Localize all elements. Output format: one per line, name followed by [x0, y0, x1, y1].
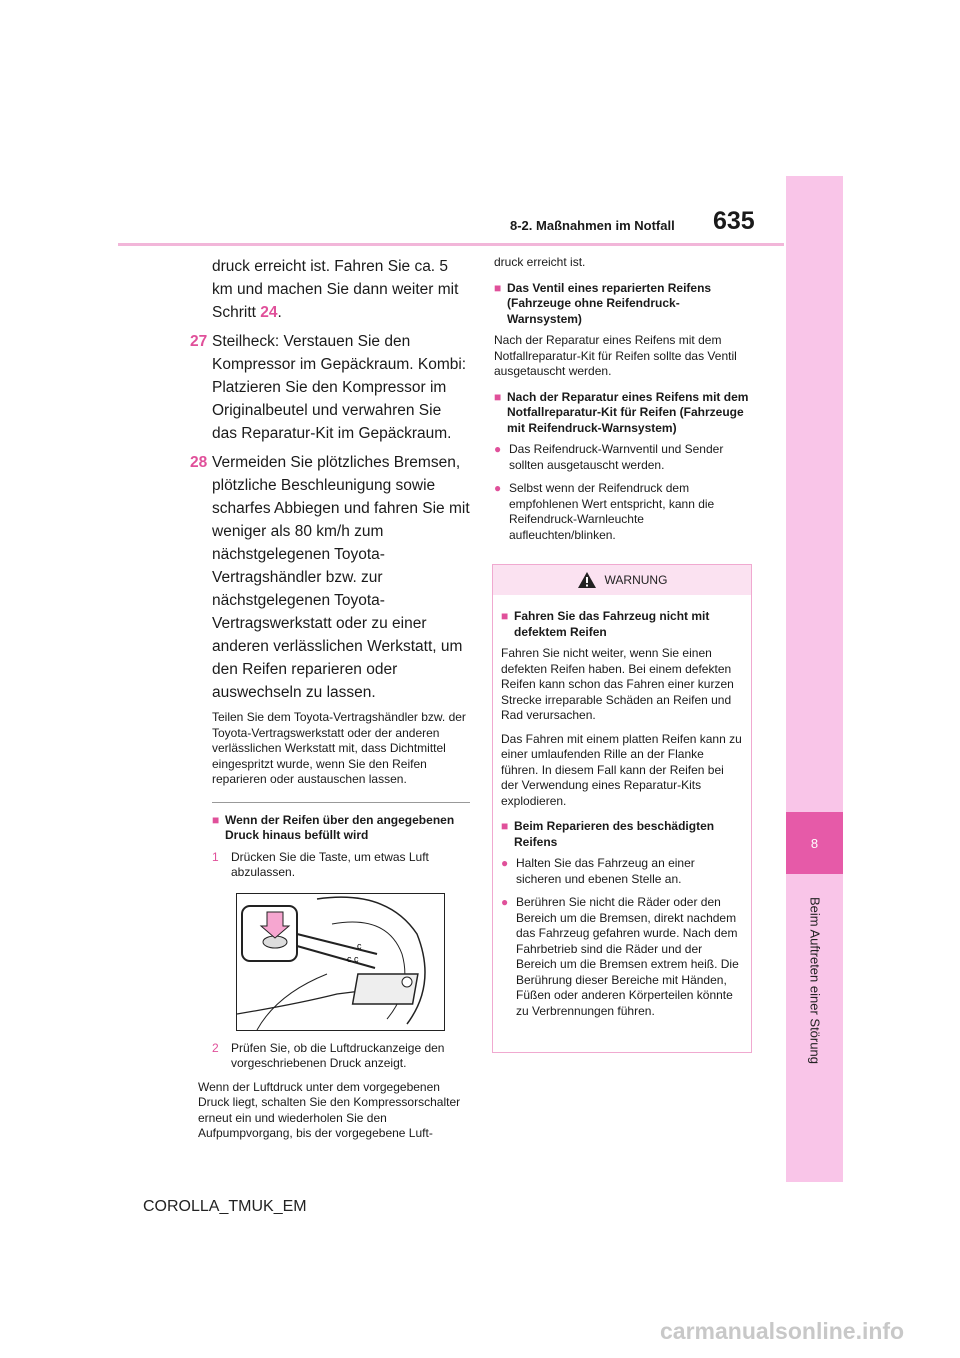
warning-paragraph-2: Das Fahren mit einem platten Reifen kann zu einer umlaufenden Rille an der Flanke führen. In diesem Fall kann der Reifen bei der Verwendung eines Reparatur-Kits explodieren. [501, 731, 742, 808]
svg-text:c: c [357, 940, 362, 951]
left-column [190, 255, 470, 1150]
heading-overinflated: ■ Wenn der Reifen über den angegebenen Druck hinaus befüllt wird [212, 812, 455, 842]
warning-paragraph-1: Fahren Sie nicht weiter, wenn Sie einen defekten Reifen haben. Bei einem defekten Reifen kann schon das Fahren einer kurzen Strecke irreparable Schäden an Reifen und Rad verursachen. [501, 646, 734, 722]
square-bullet-icon: ■ [501, 609, 509, 623]
warning-triangle-icon [577, 571, 597, 589]
round-bullet-icon: ● [501, 856, 509, 870]
square-bullet-icon: ■ [494, 280, 502, 295]
round-bullet-icon: ● [494, 442, 502, 456]
round-bullet-icon: ● [494, 481, 502, 495]
right-column [494, 255, 752, 551]
square-bullet-icon: ■ [501, 819, 509, 833]
warning-title: WARNUNG [604, 573, 668, 587]
bullet-item: ● Das Reifendruck-Warnventil und Sender sollten ausgetauscht werden. [494, 442, 724, 472]
watermark: carmanualsonline.info [660, 1318, 905, 1344]
warning-bullet: ● Halten Sie das Fahrzeug an einer sicheren und ebenen Stelle an. [501, 856, 695, 886]
heading-valve: ■ Das Ventil eines reparierten Reifens (Fahrzeuge ohne Reifendruck-Warnsystem) [494, 280, 712, 326]
heading-after-repair: ■ Nach der Reparatur eines Reifens mit dem Notfallreparatur-Kit für Reifen (Fahrzeuge mit Reifendruck-Warnsystem) [494, 389, 749, 435]
round-bullet-icon: ● [501, 895, 509, 909]
step-28: 28 Vermeiden Sie plötzliches Bremsen, plötzliche Beschleunigung sowie scharfes Abbiegen und fahren Sie mit weniger als 80 km/h zum nächstgelegenen Toyota-Vertragshändler bzw. zur nächstgelegenen Toyota-Vertragswerkstatt oder zu einer anderen verlässlichen Werkstatt, um den Reifen reparieren oder auswechseln zu lassen. [190, 454, 470, 701]
header-divider [118, 243, 784, 246]
warning-heading-2: ■ Beim Reparieren des beschädigten Reifens [501, 819, 715, 849]
chapter-number: 8 [786, 812, 843, 874]
step-reference: 24 [260, 304, 278, 321]
svg-text:c c: c c [347, 953, 359, 964]
warning-header [493, 565, 751, 595]
substep-1: 1 Drücken Sie die Taste, um etwas Luft abzulassen. [212, 849, 429, 879]
closing-paragraph: Wenn der Luftdruck unter dem vorgegebenen Druck liegt, schalten Sie den Kompressorschalter erneut ein und wiederholen Sie den Aufpumpvorgang, bis der vorgegebene Luft- [198, 1079, 461, 1140]
square-bullet-icon: ■ [494, 389, 502, 404]
square-bullet-icon: ■ [212, 812, 220, 827]
warning-box [492, 564, 752, 1053]
step-27: 27 Steilheck: Verstauen Sie den Kompressor im Gepäckraum. Kombi: Platzieren Sie den Kompressor im Originalbeutel und verwahren Sie das Reparatur-Kit im Gepäckraum. [190, 333, 467, 442]
bullet-item: ● Selbst wenn der Reifendruck dem empfohlenen Wert entspricht, kann die Reifendruck-Warnleuchte aufleuchten/blinken. [494, 481, 715, 542]
section-title: 8-2. Maßnahmen im Notfall [510, 218, 675, 233]
compressor-illustration [236, 893, 445, 1031]
model-code: COROLLA_TMUK_EM [143, 1198, 307, 1215]
valve-paragraph: Nach der Reparatur eines Reifens mit dem Notfallreparatur-Kit für Reifen sollte das Ventil ausgetauscht werden. [494, 333, 737, 378]
chapter-title: Beim Auftreten einer Störung [807, 896, 823, 1064]
warning-bullet: ● Berühren Sie nicht die Räder oder den Bereich um die Bremsen, direkt nachdem das Fahrzeug gefahren wurde. Nach dem Fahrbetrieb sind die Räder und der Bereich um die Bremsen extrem heiß. Die Berührung dieser Bereiche mit Händen, Füßen oder anderen Körperteilen könnte zu Verbrennungen führen. [501, 895, 739, 1018]
warning-heading-1: ■ Fahren Sie das Fahrzeug nicht mit defektem Reifen [501, 609, 710, 639]
continuation-paragraph: druck erreicht ist. Fahren Sie ca. 5 km und machen Sie dann weiter mit Schritt 24. [212, 258, 459, 321]
right-continuation: druck erreicht ist. [494, 255, 586, 269]
section-divider [212, 802, 470, 803]
dealer-note: Teilen Sie dem Toyota-Vertragshändler bzw. der Toyota-Vertragswerkstatt oder der anderen verlässlichen Werkstatt mit, dass Dichtmittel eingespritzt wurde, wenn Sie den Reifen reparieren oder austauschen lassen. [212, 710, 466, 786]
page-number: 635 [713, 207, 755, 235]
substep-2: 2 Prüfen Sie, ob die Luftdruckanzeige den vorgeschriebenen Druck anzeigt. [212, 1040, 445, 1070]
